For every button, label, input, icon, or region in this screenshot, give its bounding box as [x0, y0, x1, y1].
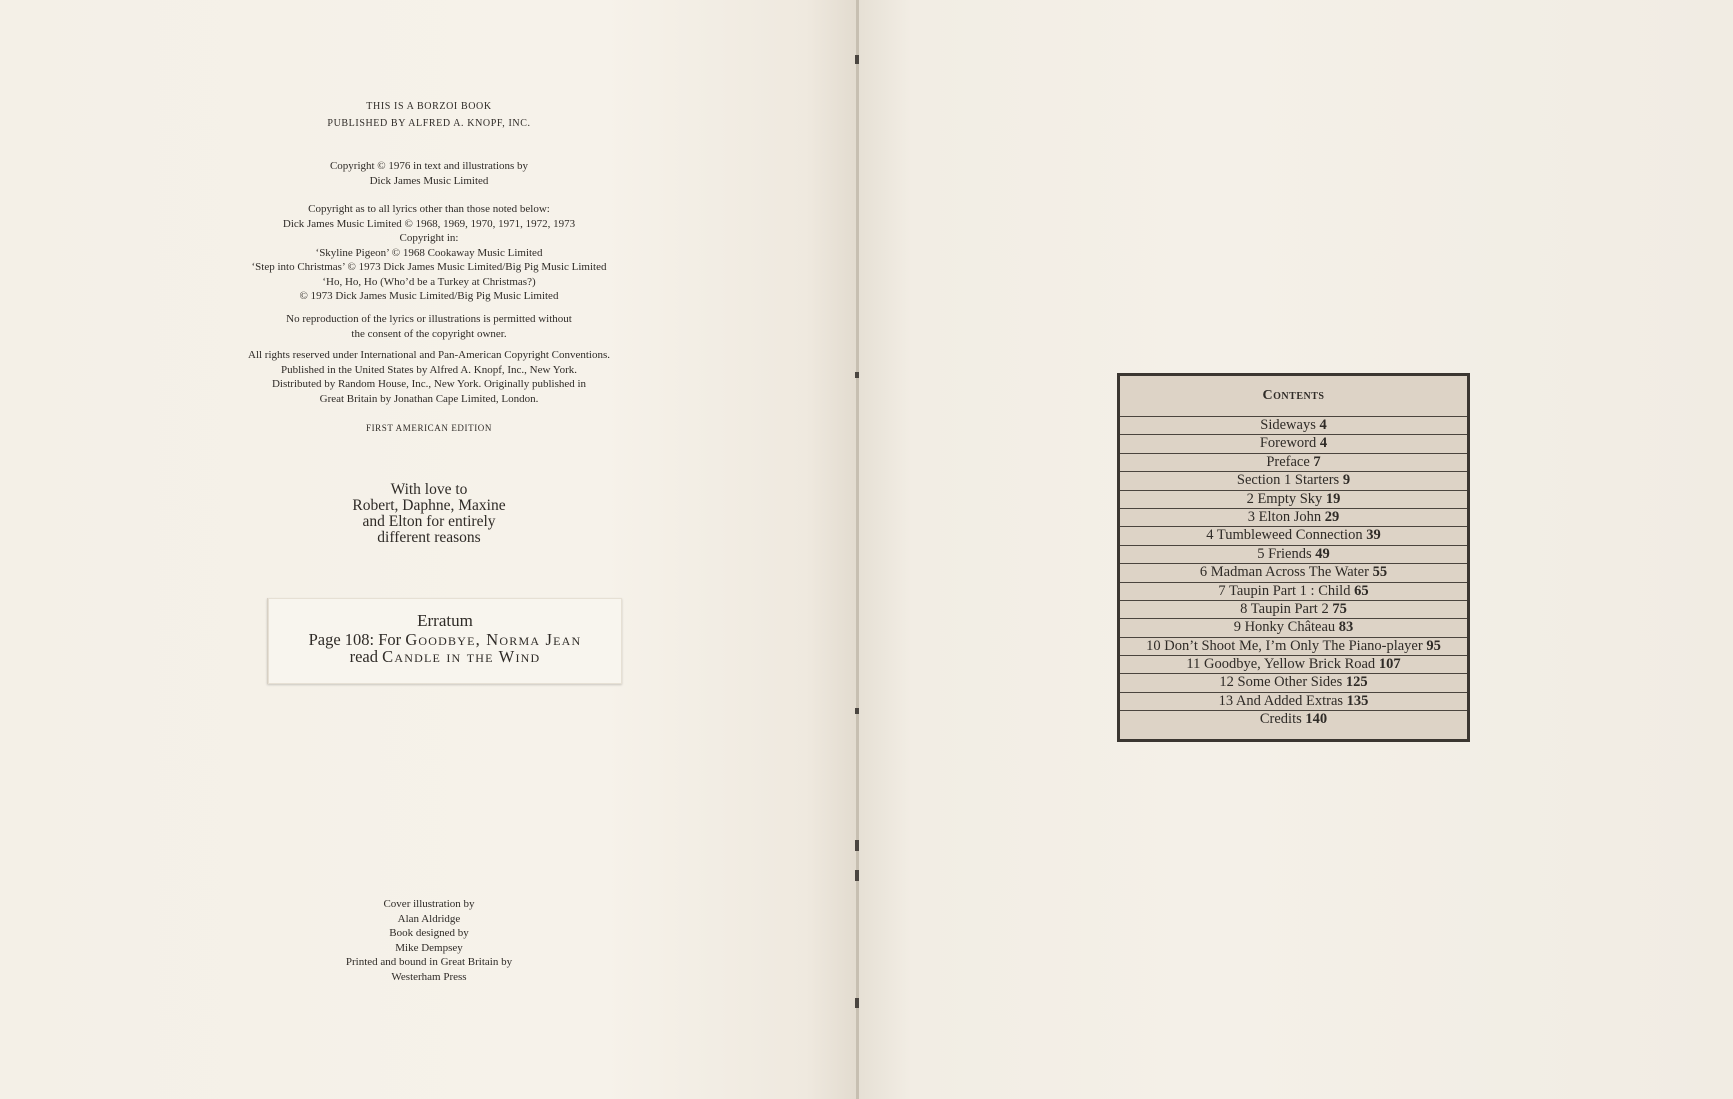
imprint-line: THIS IS A BORZOI BOOK	[366, 101, 492, 112]
dedication-line: and Elton for entirely	[362, 513, 496, 530]
toc-label: 13 And Added Extras	[1218, 692, 1344, 709]
toc-label: Foreword	[1259, 435, 1317, 452]
toc-entry	[1120, 692, 1467, 710]
rights-notice	[0, 348, 858, 406]
dedication	[0, 482, 858, 546]
toc-label: 12 Some Other Sides	[1219, 674, 1343, 691]
toc-page: 19	[1325, 490, 1341, 507]
toc-entry	[1120, 434, 1467, 452]
erratum-song-title: Goodbye, Norma Jean	[405, 630, 582, 649]
lyrics-copyright-line: Copyright as to all lyrics other than those noted below:	[308, 203, 550, 215]
toc-entry	[1120, 710, 1467, 728]
erratum-title: Erratum	[417, 611, 473, 630]
toc-entry	[1120, 471, 1467, 489]
toc-page: 65	[1354, 582, 1369, 599]
rights-line: Great Britain by Jonathan Cape Limited, London.	[319, 392, 539, 405]
toc-page: 39	[1366, 527, 1381, 544]
lyrics-copyright	[0, 202, 858, 304]
lyrics-copyright-line: ‘Step into Christmas’ © 1973 Dick James Music Limited/Big Pig Music Limited	[251, 261, 607, 273]
credit-line: Alan Aldridge	[397, 912, 461, 925]
toc-label: 7 Taupin Part 1 : Child	[1218, 582, 1351, 599]
toc-page: 29	[1324, 508, 1340, 525]
toc-entry	[1120, 600, 1467, 618]
toc-entry	[1120, 508, 1467, 526]
lyrics-copyright-line: ‘Skyline Pigeon’ © 1968 Cookaway Music Limited	[315, 246, 543, 259]
toc-entry	[1120, 563, 1467, 581]
credit-line: Westerham Press	[391, 970, 467, 983]
reproduction-line: No reproduction of the lyrics or illustrations is permitted without	[286, 313, 572, 325]
dedication-line: With love to	[390, 481, 468, 498]
lyrics-copyright-line: Dick James Music Limited © 1968, 1969, 1970, 1971, 1972, 1973	[282, 217, 576, 230]
toc-label: 5 Friends	[1257, 545, 1312, 562]
credit-line: Printed and bound in Great Britain by	[345, 956, 513, 968]
toc-label: 2 Empty Sky	[1246, 490, 1323, 507]
production-credits	[0, 897, 858, 984]
toc-page: 140	[1305, 711, 1328, 728]
toc-page: 7	[1313, 453, 1321, 470]
toc-label: 8 Taupin Part 2	[1240, 600, 1329, 617]
rights-line: Distributed by Random House, Inc., New York. Originally published in	[271, 378, 587, 390]
toc-entry	[1120, 618, 1467, 636]
contents-title: Contents	[1262, 388, 1325, 403]
toc-page: 135	[1346, 692, 1369, 709]
credit-line: Mike Dempsey	[395, 941, 463, 954]
toc-entry	[1120, 453, 1467, 471]
lyrics-copyright-line: © 1973 Dick James Music Limited/Big Pig Music Limited	[299, 290, 559, 302]
toc-label: 3 Elton John	[1247, 508, 1322, 525]
toc-entry	[1120, 545, 1467, 563]
binding-stitch	[855, 708, 859, 714]
erratum-slip	[267, 598, 622, 684]
binding-stitch	[855, 840, 859, 851]
imprint-line: PUBLISHED BY ALFRED A. KNOPF, INC.	[327, 118, 531, 129]
toc-page: 95	[1426, 637, 1441, 654]
toc-label: 4 Tumbleweed Connection	[1206, 527, 1363, 544]
toc-label: 10 Don’t Shoot Me, I’m Only The Piano-player	[1146, 637, 1423, 654]
rights-line: All rights reserved under International and Pan-American Copyright Conventions.	[248, 349, 610, 361]
toc-label: 9 Honky Château	[1233, 619, 1336, 636]
toc-label: Sideways	[1260, 417, 1316, 433]
toc-page: 4	[1319, 417, 1327, 433]
rights-line: Published in the United States by Alfred A. Knopf, Inc., New York.	[280, 363, 578, 376]
binding-stitch	[855, 998, 859, 1008]
lyrics-copyright-line: Copyright in:	[399, 232, 459, 244]
erratum-prefix: Page 108: For	[308, 630, 406, 649]
toc-page: 107	[1378, 656, 1401, 673]
binding-stitch	[855, 870, 859, 881]
toc-page: 49	[1315, 545, 1330, 562]
toc-label: 6 Madman Across The Water	[1199, 564, 1369, 581]
erratum-song-title: Candle in the Wind	[382, 647, 541, 666]
toc-label: Section 1 Starters	[1236, 472, 1340, 489]
imprint	[0, 98, 858, 132]
toc-entry	[1120, 655, 1467, 673]
copyright-line: Copyright © 1976 in text and illustrations by	[329, 160, 529, 172]
toc-entry	[1120, 582, 1467, 600]
erratum-line	[268, 648, 622, 665]
toc-label: Preface	[1266, 453, 1310, 470]
copyright-notice	[0, 159, 858, 188]
credit-line: Cover illustration by	[383, 898, 475, 910]
toc-page: 75	[1332, 600, 1347, 617]
toc-entry	[1120, 673, 1467, 691]
binding-stitch	[855, 55, 859, 64]
erratum-line	[268, 631, 622, 648]
copyright-line: Dick James Music Limited	[369, 174, 489, 187]
dedication-line: different reasons	[377, 529, 481, 546]
toc-page: 125	[1345, 674, 1368, 691]
credit-line: Book designed by	[389, 927, 469, 939]
toc-entry	[1120, 416, 1467, 434]
toc-page: 83	[1338, 619, 1354, 636]
reproduction-line: the consent of the copyright owner.	[351, 327, 507, 340]
erratum-prefix: read	[349, 647, 383, 666]
toc-entry	[1120, 490, 1467, 508]
reproduction-notice	[0, 312, 858, 341]
lyrics-copyright-line: ‘Ho, Ho, Ho (Who’d be a Turkey at Christmas?)	[322, 275, 536, 288]
contents-box	[1117, 373, 1470, 742]
toc-label: Credits	[1259, 711, 1302, 728]
dedication-line: Robert, Daphne, Maxine	[352, 497, 506, 514]
toc-label: 11 Goodbye, Yellow Brick Road	[1186, 656, 1376, 673]
toc-page: 4	[1319, 435, 1328, 452]
toc-entry	[1120, 637, 1467, 655]
toc-entry	[1120, 526, 1467, 544]
toc-page: 9	[1342, 472, 1351, 489]
edition-note: FIRST AMERICAN EDITION	[365, 423, 493, 433]
toc-page: 55	[1372, 564, 1388, 581]
